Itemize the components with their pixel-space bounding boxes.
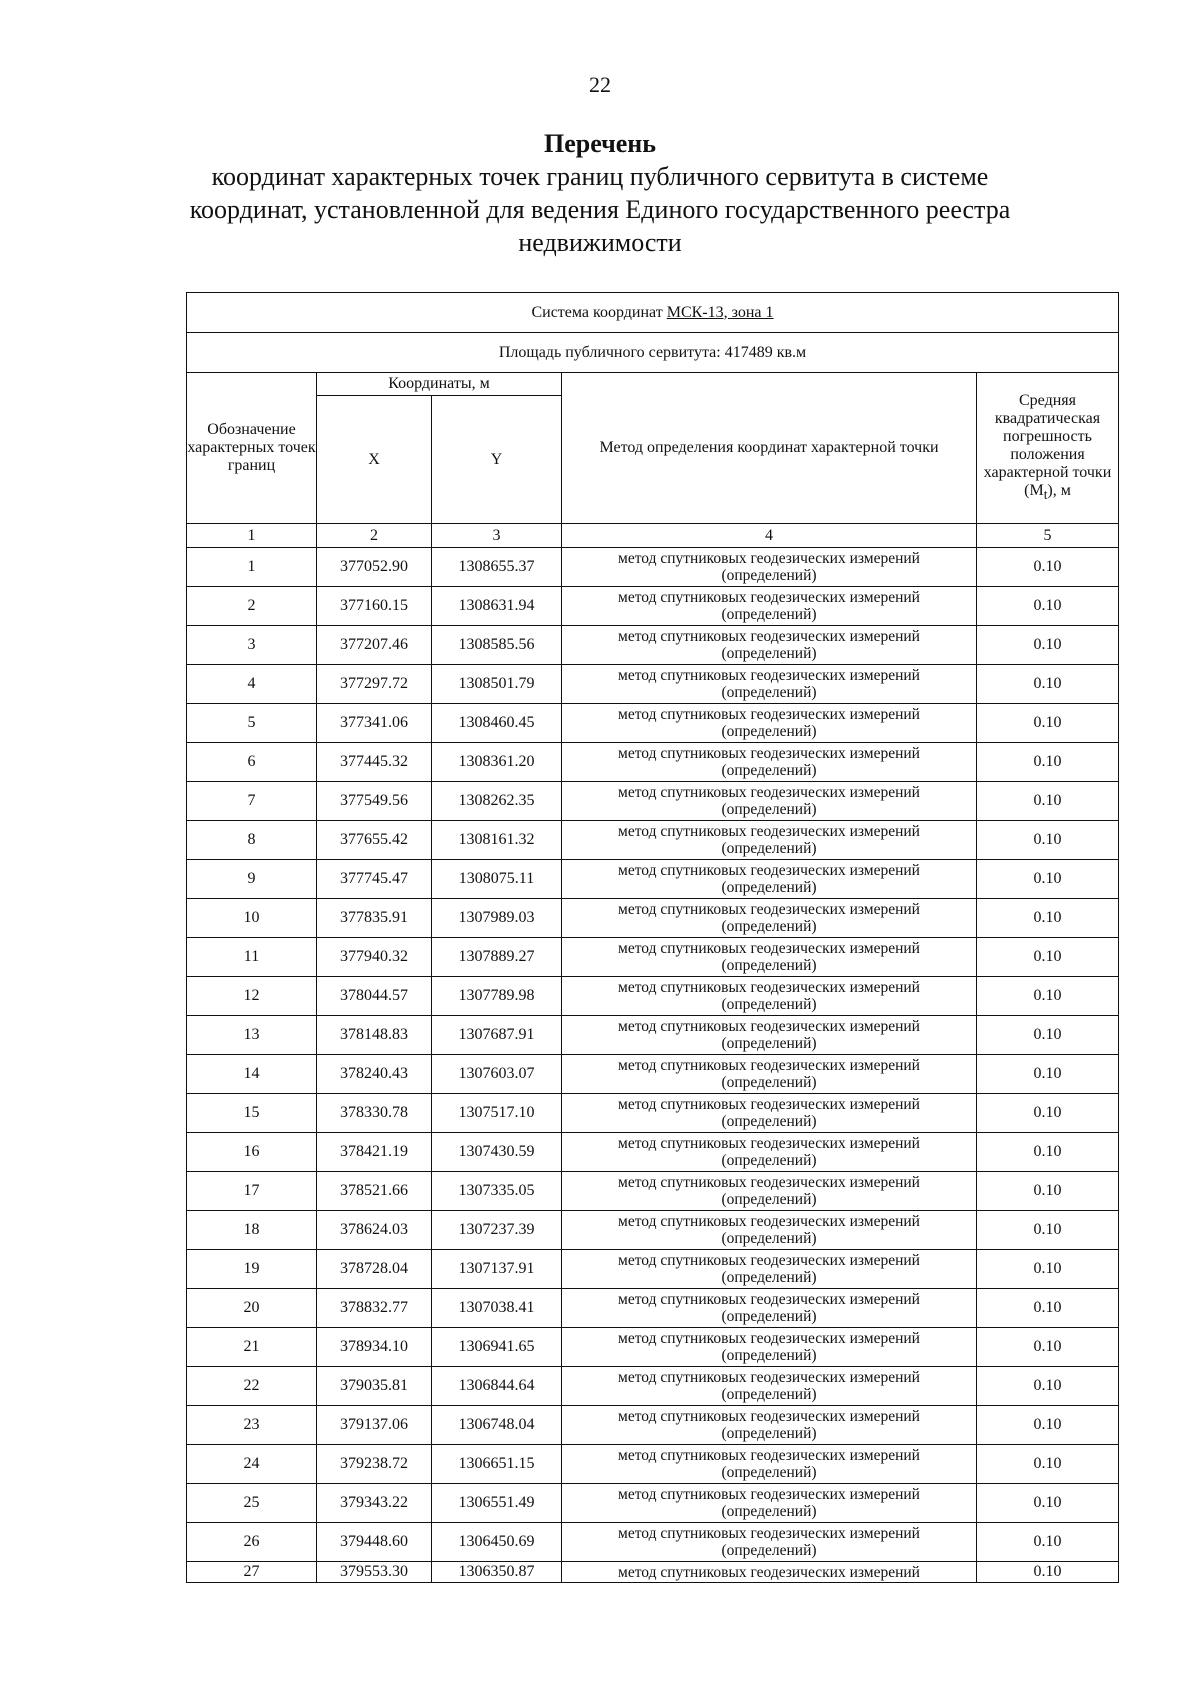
table-body xyxy=(187,548,1119,1562)
cell-x: 379448.60 xyxy=(317,1523,432,1562)
method-line-1: метод спутниковых геодезических измерений xyxy=(618,901,920,918)
cell-x: 377745.47 xyxy=(317,860,432,899)
cell-y: 1307517.10 xyxy=(432,1094,562,1133)
method-line-2: (определений) xyxy=(721,606,817,623)
table-row xyxy=(187,1094,1119,1133)
method-line-1: метод спутниковых геодезических измерений xyxy=(618,1174,920,1191)
method-line-1: метод спутниковых геодезических измерений xyxy=(618,1486,920,1503)
cell-x: 379035.81 xyxy=(317,1367,432,1406)
cell-error: 0.10 xyxy=(977,1094,1119,1133)
cell-x: 377160.15 xyxy=(317,587,432,626)
method-line-2: (определений) xyxy=(721,1425,817,1442)
cell-method xyxy=(562,1445,977,1484)
cell-y: 1307889.27 xyxy=(432,938,562,977)
cell-point: 27 xyxy=(187,1562,317,1583)
page-number: 22 xyxy=(589,72,611,97)
cell-y: 1307335.05 xyxy=(432,1172,562,1211)
method-line-1: метод спутниковых геодезических измерений xyxy=(618,1447,920,1464)
subtitle-line-3: недвижимости xyxy=(518,228,682,257)
cell-error: 0.10 xyxy=(977,1172,1119,1211)
cell-method xyxy=(562,626,977,665)
table-row xyxy=(187,1172,1119,1211)
cell-method xyxy=(562,587,977,626)
subtitle-line-1: координат характерных точек границ публичного сервитута в системе xyxy=(211,162,989,191)
cell-x: 377052.90 xyxy=(317,548,432,587)
cell-y: 1307430.59 xyxy=(432,1133,562,1172)
cell-y: 1307989.03 xyxy=(432,899,562,938)
method-line-1: метод спутниковых геодезических измерений xyxy=(618,589,920,606)
cell-error: 0.10 xyxy=(977,1289,1119,1328)
area-cell: Площадь публичного сервитута: 417489 кв.м xyxy=(187,333,1119,373)
cell-error: 0.10 xyxy=(977,860,1119,899)
cell-point: 12 xyxy=(187,977,317,1016)
cell-method xyxy=(562,1484,977,1523)
cell-x: 377655.42 xyxy=(317,821,432,860)
cell-method xyxy=(562,1172,977,1211)
method-line-2: (определений) xyxy=(721,840,817,857)
table-row xyxy=(187,743,1119,782)
cell-method xyxy=(562,743,977,782)
header-x: X xyxy=(317,396,432,524)
table-row xyxy=(187,938,1119,977)
method-line-1: метод спутниковых геодезических измерений xyxy=(618,940,920,957)
method-line-2: (определений) xyxy=(721,684,817,701)
cell-x: 378728.04 xyxy=(317,1250,432,1289)
cell-error: 0.10 xyxy=(977,704,1119,743)
cell-x: 377207.46 xyxy=(317,626,432,665)
cell-point: 25 xyxy=(187,1484,317,1523)
method-line-2: (определений) xyxy=(721,723,817,740)
cell-y: 1306748.04 xyxy=(432,1406,562,1445)
column-number: 1 xyxy=(187,524,317,548)
method-line-2: (определений) xyxy=(721,1152,817,1169)
cell-y: 1308262.35 xyxy=(432,782,562,821)
method-line-2: (определений) xyxy=(721,918,817,935)
header-y: Y xyxy=(432,396,562,524)
method-line-2: (определений) xyxy=(721,1074,817,1091)
header-coords: Координаты, м xyxy=(317,373,562,396)
coord-system-value: МСК-13, зона 1 xyxy=(666,303,774,321)
method-line-1: метод спутниковых геодезических измерений xyxy=(618,1018,920,1035)
cell-error: 0.10 xyxy=(977,1055,1119,1094)
cell-y: 1308460.45 xyxy=(432,704,562,743)
table-row xyxy=(187,977,1119,1016)
table-row xyxy=(187,1133,1119,1172)
method-line-1: метод спутниковых геодезических измерений xyxy=(618,706,920,723)
table-row xyxy=(187,665,1119,704)
cell-y: 1306350.87 xyxy=(432,1562,562,1583)
cell-x: 378521.66 xyxy=(317,1172,432,1211)
method-line-1: метод спутниковых геодезических измерений xyxy=(618,1291,920,1308)
table-row xyxy=(187,1445,1119,1484)
cell-y: 1306651.15 xyxy=(432,1445,562,1484)
cell-method xyxy=(562,548,977,587)
cell-y: 1307038.41 xyxy=(432,1289,562,1328)
table-row xyxy=(187,1016,1119,1055)
cell-error: 0.10 xyxy=(977,1016,1119,1055)
table-row xyxy=(187,821,1119,860)
cell-point: 24 xyxy=(187,1445,317,1484)
cell-method xyxy=(562,1367,977,1406)
cell-x: 378624.03 xyxy=(317,1211,432,1250)
method-line-2: (определений) xyxy=(721,1035,817,1052)
cell-x: 377341.06 xyxy=(317,704,432,743)
cell-x: 378934.10 xyxy=(317,1328,432,1367)
cell-point: 3 xyxy=(187,626,317,665)
cell-point: 16 xyxy=(187,1133,317,1172)
column-number: 2 xyxy=(317,524,432,548)
cell-point: 13 xyxy=(187,1016,317,1055)
header-point: Обозначение характерных точек границ xyxy=(187,373,317,524)
cell-y: 1307137.91 xyxy=(432,1250,562,1289)
cell-method xyxy=(562,1250,977,1289)
table-row xyxy=(187,548,1119,587)
cell-error: 0.10 xyxy=(977,743,1119,782)
cell-x: 379238.72 xyxy=(317,1445,432,1484)
method-line-2: (определений) xyxy=(721,957,817,974)
cell-error: 0.10 xyxy=(977,1367,1119,1406)
cell-x: 378240.43 xyxy=(317,1055,432,1094)
method-line-1: метод спутниковых геодезических измерений xyxy=(618,745,920,762)
cell-x: 379553.30 xyxy=(317,1562,432,1583)
method-line-2: (определений) xyxy=(721,801,817,818)
cell-y: 1307687.91 xyxy=(432,1016,562,1055)
cell-method: метод спутниковых геодезических измерений xyxy=(562,1562,977,1583)
method-line-2: (определений) xyxy=(721,1191,817,1208)
header-error-main: Средняя квадратическая погрешность положения характерной точки (M xyxy=(983,391,1112,499)
cell-point: 9 xyxy=(187,860,317,899)
method-line-1: метод спутниковых геодезических измерений xyxy=(618,1330,920,1347)
method-line-2: (определений) xyxy=(721,1347,817,1364)
cell-method xyxy=(562,1055,977,1094)
method-line-2: (определений) xyxy=(721,1230,817,1247)
cell-x: 379137.06 xyxy=(317,1406,432,1445)
header-method: Метод определения координат характерной точки xyxy=(562,373,977,524)
method-line-1: метод спутниковых геодезических измерений xyxy=(618,667,920,684)
table-row xyxy=(187,782,1119,821)
method-line-2: (определений) xyxy=(721,567,817,584)
cell-method xyxy=(562,1328,977,1367)
cell-error: 0.10 xyxy=(977,1133,1119,1172)
cell-point: 5 xyxy=(187,704,317,743)
cell-y: 1307237.39 xyxy=(432,1211,562,1250)
cell-error: 0.10 xyxy=(977,665,1119,704)
column-number: 4 xyxy=(562,524,977,548)
document-title: Перечень xyxy=(543,129,657,158)
cell-x: 377940.32 xyxy=(317,938,432,977)
cell-x: 378148.83 xyxy=(317,1016,432,1055)
cell-point: 2 xyxy=(187,587,317,626)
table-row-last xyxy=(187,1562,1119,1583)
header-error-tail: ), м xyxy=(1047,481,1071,499)
table-row xyxy=(187,860,1119,899)
cell-point: 11 xyxy=(187,938,317,977)
method-line-2: (определений) xyxy=(721,996,817,1013)
cell-method xyxy=(562,704,977,743)
cell-error: 0.10 xyxy=(977,1211,1119,1250)
cell-y: 1306941.65 xyxy=(432,1328,562,1367)
cell-error: 0.10 xyxy=(977,977,1119,1016)
table-row xyxy=(187,626,1119,665)
method-line-1: метод спутниковых геодезических измерений xyxy=(618,862,920,879)
cell-error: 0.10 xyxy=(977,1406,1119,1445)
cell-error: 0.10 xyxy=(977,548,1119,587)
method-line-2: (определений) xyxy=(721,1386,817,1403)
method-line-2: (определений) xyxy=(721,762,817,779)
method-line-1: метод спутниковых геодезических измерений xyxy=(618,1096,920,1113)
cell-y: 1308501.79 xyxy=(432,665,562,704)
cell-x: 378832.77 xyxy=(317,1289,432,1328)
method-line-1: метод спутниковых геодезических измерений xyxy=(618,1525,920,1542)
area-row xyxy=(187,333,1119,373)
cell-point: 4 xyxy=(187,665,317,704)
table-row xyxy=(187,1523,1119,1562)
cell-point: 1 xyxy=(187,548,317,587)
method-line-1: метод спутниковых геодезических измерений xyxy=(618,1408,920,1425)
method-line-2: (определений) xyxy=(721,1113,817,1130)
method-line-1: метод спутниковых геодезических измерений xyxy=(618,823,920,840)
method-line-1: метод спутниковых геодезических измерений xyxy=(618,1252,920,1269)
method-line-1: метод спутниковых геодезических измерений xyxy=(618,784,920,801)
method-line-1: метод спутниковых геодезических измерений xyxy=(618,550,920,567)
cell-y: 1307789.98 xyxy=(432,977,562,1016)
method-line-1: метод спутниковых геодезических измерений xyxy=(618,1057,920,1074)
cell-y: 1308585.56 xyxy=(432,626,562,665)
coord-system-row xyxy=(187,293,1119,333)
cell-error: 0.10 xyxy=(977,1484,1119,1523)
cell-x: 377445.32 xyxy=(317,743,432,782)
cell-x: 377297.72 xyxy=(317,665,432,704)
header-error xyxy=(977,373,1119,524)
cell-y: 1308631.94 xyxy=(432,587,562,626)
cell-point: 8 xyxy=(187,821,317,860)
cell-point: 26 xyxy=(187,1523,317,1562)
cell-error: 0.10 xyxy=(977,626,1119,665)
cell-point: 22 xyxy=(187,1367,317,1406)
cell-y: 1306551.49 xyxy=(432,1484,562,1523)
cell-x: 377835.91 xyxy=(317,899,432,938)
cell-method xyxy=(562,665,977,704)
cell-error: 0.10 xyxy=(977,1250,1119,1289)
method-line-2: (определений) xyxy=(721,879,817,896)
table-row xyxy=(187,1484,1119,1523)
header-row-1 xyxy=(187,373,1119,396)
method-line-1: метод спутниковых геодезических измерений xyxy=(618,628,920,645)
coordinates-table xyxy=(186,292,1119,1583)
cell-method xyxy=(562,1406,977,1445)
cell-point: 6 xyxy=(187,743,317,782)
column-number: 5 xyxy=(977,524,1119,548)
cell-point: 20 xyxy=(187,1289,317,1328)
cell-point: 18 xyxy=(187,1211,317,1250)
cell-error: 0.10 xyxy=(977,1523,1119,1562)
cell-error: 0.10 xyxy=(977,899,1119,938)
table-row xyxy=(187,587,1119,626)
table-row xyxy=(187,899,1119,938)
cell-method xyxy=(562,860,977,899)
cell-y: 1308655.37 xyxy=(432,548,562,587)
table-row xyxy=(187,1328,1119,1367)
cell-y: 1306450.69 xyxy=(432,1523,562,1562)
method-line-2: (определений) xyxy=(721,645,817,662)
cell-method xyxy=(562,821,977,860)
method-line-1: метод спутниковых геодезических измерений xyxy=(618,1135,920,1152)
cell-method xyxy=(562,1211,977,1250)
cell-point: 17 xyxy=(187,1172,317,1211)
cell-y: 1307603.07 xyxy=(432,1055,562,1094)
cell-method xyxy=(562,1523,977,1562)
table-row xyxy=(187,1367,1119,1406)
cell-x: 379343.22 xyxy=(317,1484,432,1523)
cell-point: 19 xyxy=(187,1250,317,1289)
cell-x: 378330.78 xyxy=(317,1094,432,1133)
cell-method xyxy=(562,977,977,1016)
cell-x: 378044.57 xyxy=(317,977,432,1016)
cell-method xyxy=(562,1289,977,1328)
cell-error: 0.10 xyxy=(977,1562,1119,1583)
cell-error: 0.10 xyxy=(977,938,1119,977)
cell-x: 377549.56 xyxy=(317,782,432,821)
cell-point: 10 xyxy=(187,899,317,938)
cell-y: 1306844.64 xyxy=(432,1367,562,1406)
cell-point: 21 xyxy=(187,1328,317,1367)
table-row xyxy=(187,1406,1119,1445)
cell-point: 15 xyxy=(187,1094,317,1133)
column-numbers-row xyxy=(187,524,1119,548)
method-line-2: (определений) xyxy=(721,1503,817,1520)
header-error-sub: t xyxy=(1043,487,1048,503)
cell-y: 1308161.32 xyxy=(432,821,562,860)
cell-y: 1308361.20 xyxy=(432,743,562,782)
table-row xyxy=(187,1055,1119,1094)
method-line-1: метод спутниковых геодезических измерений xyxy=(618,1369,920,1386)
method-line-2: (определений) xyxy=(721,1464,817,1481)
table-row xyxy=(187,1250,1119,1289)
cell-method xyxy=(562,938,977,977)
cell-y: 1308075.11 xyxy=(432,860,562,899)
cell-method xyxy=(562,899,977,938)
cell-point: 23 xyxy=(187,1406,317,1445)
method-line-2: (определений) xyxy=(721,1308,817,1325)
method-line-1: метод спутниковых геодезических измерений xyxy=(618,979,920,996)
method-line-2: (определений) xyxy=(721,1269,817,1286)
cell-x: 378421.19 xyxy=(317,1133,432,1172)
method-line-1: метод спутниковых геодезических измерений xyxy=(618,1213,920,1230)
cell-error: 0.10 xyxy=(977,1445,1119,1484)
cell-point: 14 xyxy=(187,1055,317,1094)
cell-method xyxy=(562,1016,977,1055)
coord-system-cell xyxy=(187,293,1119,333)
title-block xyxy=(150,128,1050,259)
cell-method xyxy=(562,782,977,821)
cell-method xyxy=(562,1094,977,1133)
method-line-2: (определений) xyxy=(721,1542,817,1559)
cell-method xyxy=(562,1133,977,1172)
column-number: 3 xyxy=(432,524,562,548)
cell-point: 7 xyxy=(187,782,317,821)
table-row xyxy=(187,704,1119,743)
cell-error: 0.10 xyxy=(977,821,1119,860)
coord-system-label: Система координат xyxy=(531,303,663,321)
cell-error: 0.10 xyxy=(977,587,1119,626)
table-row xyxy=(187,1289,1119,1328)
cell-error: 0.10 xyxy=(977,1328,1119,1367)
table-row xyxy=(187,1211,1119,1250)
cell-error: 0.10 xyxy=(977,782,1119,821)
subtitle-line-2: координат, установленной для ведения Единого государственного реестра xyxy=(189,195,1011,224)
